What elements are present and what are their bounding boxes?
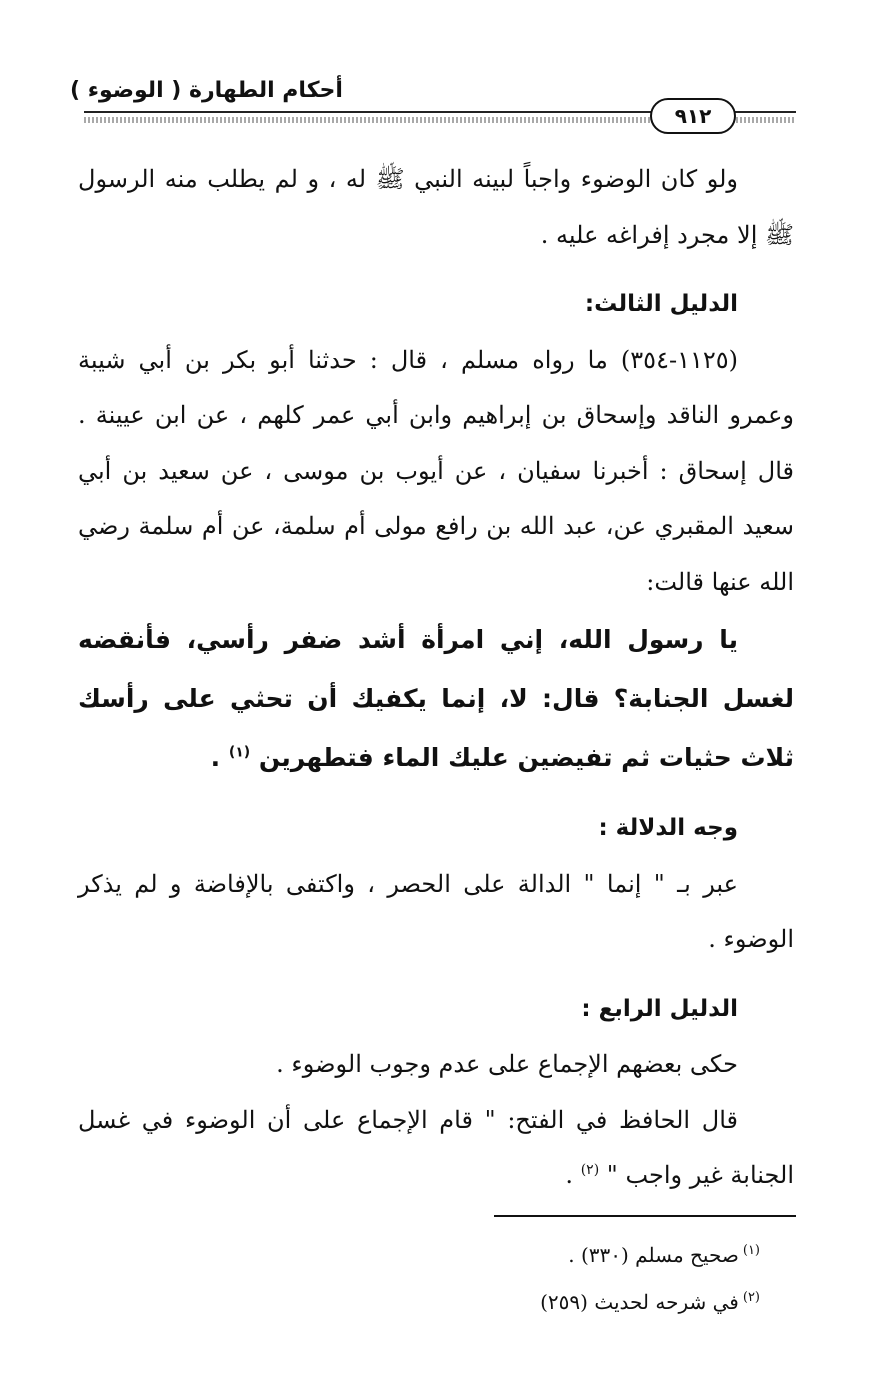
footnote-ref: (٢) (580, 1162, 600, 1178)
footnote-ref: (١) (228, 744, 251, 761)
paragraph: عبر بـ " إنما " الدالة على الحصر ، واكتفى بالإفاضة و لم يذكر الوضوء . (78, 869, 794, 953)
footnote (300, 1232, 760, 1279)
footnote (300, 1279, 760, 1326)
page-number-badge (650, 98, 736, 134)
hadith-end: . (210, 743, 229, 772)
section-heading: وجه الدلالة : (598, 815, 738, 841)
paragraph-hadith-chain: (١١٢٥-٣٥٤) ما رواه مسلم ، قال : حدثنا أبو بكر بن أبي شيبة وعمرو الناقد وإسحاق بن إبراهيم وابن أبي عمر كلهم ، عن ابن عيينة . قال إسحاق : أخبرنا سفيان ، عن أيوب بن موسى ، عن سعيد بن أبي سعيد المقبري عن، عبد الله بن رافع مولى أم سلمة، عن أم سلمة رضي الله عنها قالت: (78, 345, 794, 596)
footnote-number: (١) (742, 1243, 760, 1259)
paragraph: حكى بعضهم الإجماع على عدم وجوب الوضوء . (276, 1050, 738, 1078)
quote-end: . (565, 1161, 581, 1189)
quote-text: قال الحافظ في الفتح: " قام الإجماع على أن الوضوء في غسل الجنابة غير واجب " (78, 1105, 794, 1189)
hadith-quote (78, 610, 794, 787)
section-heading: الدليل الثالث: (584, 291, 738, 317)
footnote-text: في شرحه لحديث (٢٥٩) (540, 1290, 739, 1314)
running-title: أحكام الطهارة ( الوضوء ) (70, 78, 343, 103)
footnote-number: (٢) (742, 1290, 760, 1306)
hadith-text: يا رسول الله، إني امرأة أشد ضفر رأسي، فأنقضه لغسل الجنابة؟ قال: لا، إنما يكفيك أن تحثي على رأسك ثلاث حثيات ثم تفيضين عليك الماء فتطهرين (78, 625, 794, 772)
paragraph: ولو كان الوضوء واجباً لبينه النبي ﷺ له ، و لم يطلب منه الرسول ﷺ إلا مجرد إفراغه عليه . (78, 165, 794, 249)
page-number: ٩١٢ (674, 104, 712, 128)
footnotes (300, 1232, 760, 1326)
paragraph-quote (78, 1093, 794, 1204)
footnote-separator (494, 1215, 796, 1217)
main-text (78, 152, 794, 1204)
footnote-text: صحيح مسلم (٣٣٠) . (568, 1243, 739, 1267)
section-heading: الدليل الرابع : (581, 995, 738, 1022)
